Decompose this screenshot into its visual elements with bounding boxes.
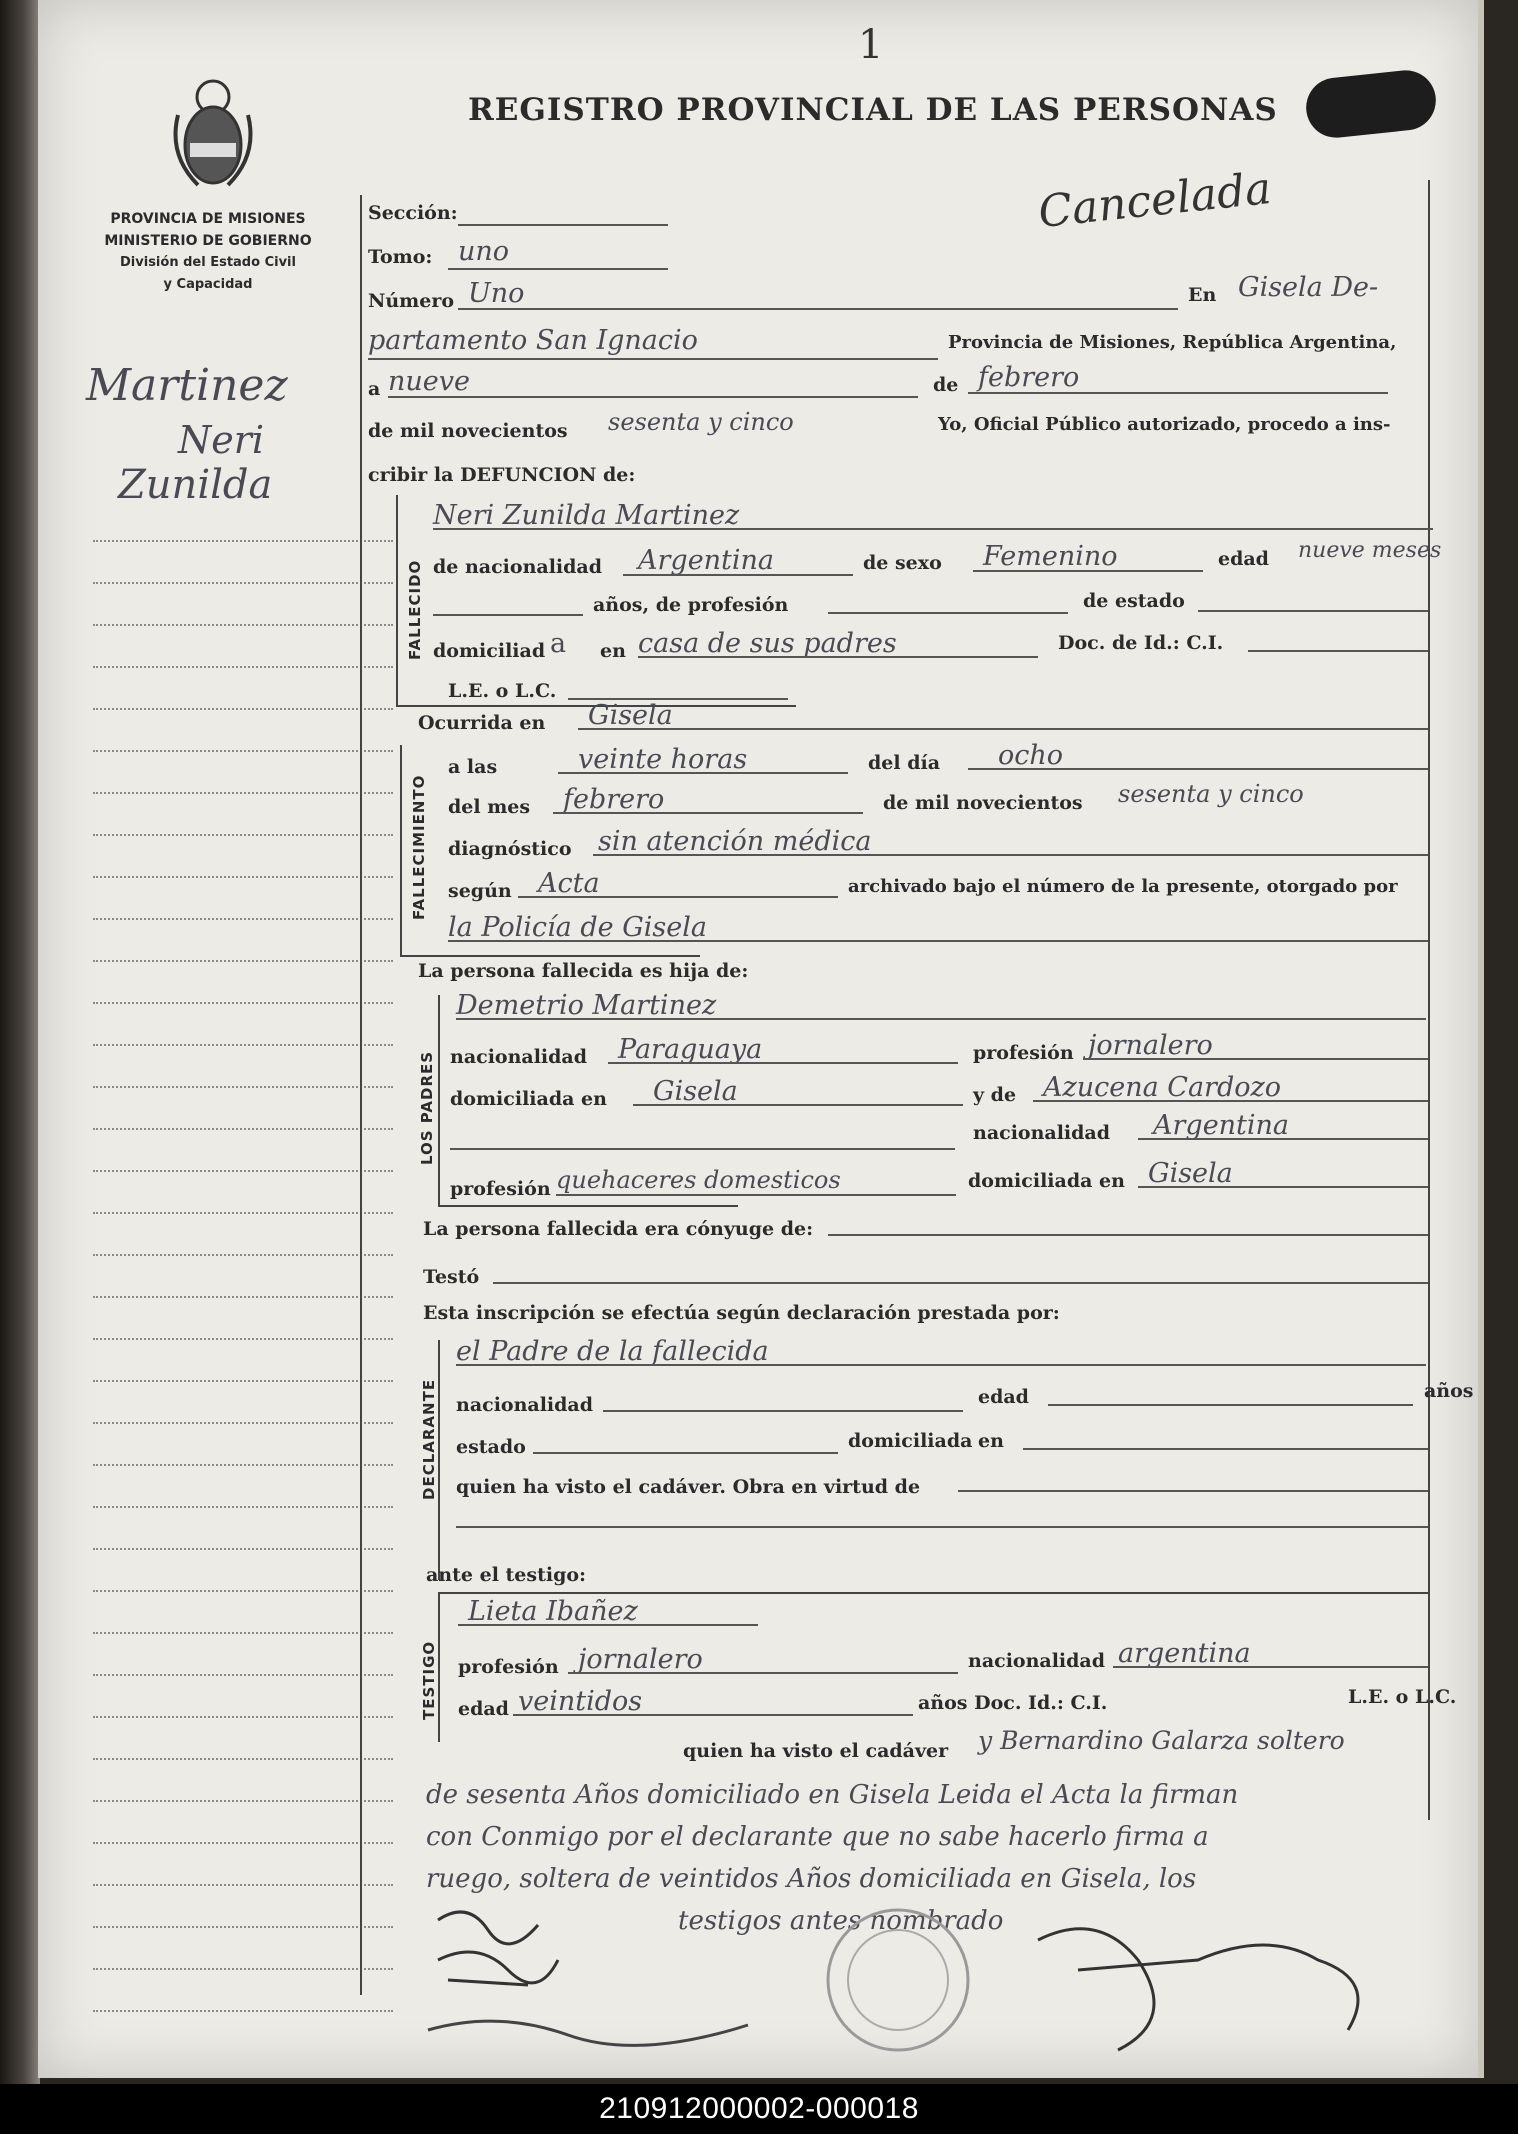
del-dia-line — [968, 768, 1428, 770]
decl-dom-line — [1023, 1448, 1428, 1450]
domicilio-line — [638, 656, 1038, 658]
padre-prof-value: jornalero — [1088, 1030, 1213, 1061]
anos-line — [433, 614, 583, 616]
padre-nac-label: nacionalidad — [450, 1046, 588, 1068]
mes-line — [968, 392, 1388, 394]
cribir-label: cribir la DEFUNCION de: — [368, 464, 636, 486]
closing-line-4: testigos antes nombrado — [678, 1906, 1004, 1936]
diagnostico-label: diagnóstico — [448, 838, 572, 860]
margin-name-2: Zunilda — [118, 462, 273, 508]
domiciliad-suffix: a — [550, 628, 567, 659]
del-dia-value: ocho — [998, 740, 1064, 771]
margin-rule — [93, 666, 393, 668]
margin-rule — [93, 1086, 393, 1088]
margin-rule — [93, 1590, 393, 1592]
a-value: nueve — [388, 366, 470, 397]
margin-rule — [93, 1968, 393, 1970]
margin-rule — [93, 876, 393, 878]
margin-rule — [93, 1632, 393, 1634]
blank-line-2 — [456, 1526, 1428, 1528]
coat-of-arms-icon — [168, 75, 258, 195]
decl-nac-label: nacionalidad — [456, 1394, 594, 1416]
sexo-label: de sexo — [863, 552, 942, 574]
a-las-value: veinte horas — [578, 744, 748, 775]
ink-blot — [1303, 67, 1439, 140]
segun-line — [518, 896, 838, 898]
domicilio-value: casa de sus padres — [638, 628, 897, 659]
margin-rule — [93, 582, 393, 584]
le-lc-label: L.E. o L.C. — [448, 680, 557, 702]
capacity-line: y Capacidad — [163, 277, 253, 292]
deceased-name: Neri Zunilda Martinez — [433, 500, 740, 531]
nac-line — [623, 574, 853, 576]
testigo-doc-label: años Doc. Id.: C.I. — [918, 1692, 1108, 1714]
diagnostico-line — [593, 854, 1428, 856]
testigo-prof-value: jornalero — [578, 1644, 703, 1675]
margin-rule — [93, 834, 393, 836]
padres-label: LOS PADRES — [418, 1050, 436, 1165]
padre-nac-line — [608, 1062, 958, 1064]
margin-rule — [93, 1338, 393, 1340]
document-id-footer: 210912000002-000018 — [0, 2084, 1518, 2134]
testigo-box-top — [438, 1592, 1428, 1594]
del-mes-line — [553, 812, 863, 814]
sexo-value: Femenino — [983, 541, 1118, 572]
en-value: Gisela De- — [1238, 272, 1379, 303]
de-label: de — [933, 374, 959, 396]
blank-line — [450, 1148, 955, 1150]
margin-rule — [93, 792, 393, 794]
doc-id-line — [1248, 650, 1428, 652]
declarante-box — [438, 1340, 440, 1580]
padre-prof-label: profesión — [973, 1042, 1074, 1064]
margin-rule — [93, 1254, 393, 1256]
madre-dom-line — [1138, 1186, 1428, 1188]
margin-rule — [93, 1170, 393, 1172]
issuing-authority — [68, 208, 348, 296]
testo-line — [493, 1282, 1428, 1284]
document-title: REGISTRO PROVINCIAL DE LAS PERSONAS — [468, 92, 1278, 128]
margin-rule — [93, 1716, 393, 1718]
signatures-and-seal — [418, 1900, 1418, 2070]
margin-name-1: Neri — [178, 418, 265, 462]
madre-nac-label: nacionalidad — [973, 1122, 1111, 1144]
margin-rule — [93, 540, 393, 542]
margin-rule — [93, 1464, 393, 1466]
division-line: División del Estado Civil — [120, 255, 296, 270]
del-mes-value: febrero — [563, 784, 665, 815]
ocurrida-line — [578, 728, 1428, 730]
quien-vio2-label: quien ha visto el cadáver — [683, 1740, 949, 1762]
testigo-nac-line — [1113, 1666, 1428, 1668]
closing-line-2: con Conmigo por el declarante que no sabe hacerlo firma a — [426, 1822, 1209, 1852]
madre-name: Azucena Cardozo — [1043, 1072, 1281, 1103]
y-de-label: y de — [973, 1084, 1017, 1106]
margin-rule — [93, 1002, 393, 1004]
madre-nac-value: Argentina — [1153, 1110, 1290, 1141]
padre-prof-line — [1083, 1058, 1428, 1060]
estado-line — [1198, 610, 1428, 612]
en-label-2: en — [600, 640, 626, 662]
conyuge-label: La persona fallecida era cónyuge de: — [423, 1218, 814, 1240]
testigo-box — [438, 1592, 440, 1742]
fallecimiento-box-bottom — [400, 955, 700, 957]
nacionalidad-label: de nacionalidad — [433, 556, 603, 578]
mil-nov-value: sesenta y cinco — [1118, 780, 1304, 808]
edad-value: nueve meses — [1298, 538, 1442, 563]
ante-testigo-label: ante el testigo: — [426, 1564, 587, 1586]
padre-dom-line — [633, 1104, 963, 1106]
mil-nov-label: de mil novecientos — [883, 792, 1083, 814]
margin-rule — [93, 2010, 393, 2012]
madre-dom-label: domiciliada en — [968, 1170, 1125, 1192]
padre-name: Demetrio Martinez — [456, 990, 717, 1021]
madre-prof-value: quehaceres domesticos — [556, 1166, 841, 1194]
en-label: En — [1188, 284, 1217, 306]
testigo-edad-value: veintidos — [518, 1686, 643, 1717]
testigo-edad-label: edad — [458, 1698, 509, 1720]
ministry-line: MINISTERIO DE GOBIERNO — [104, 233, 312, 249]
de-mil-value: sesenta y cinco — [608, 408, 794, 436]
testigo-prof-label: profesión — [458, 1656, 559, 1678]
tomo-line — [448, 268, 668, 270]
margin-rule — [93, 1506, 393, 1508]
name-line — [433, 528, 1433, 530]
margin-rule — [93, 1044, 393, 1046]
margin-rule — [93, 624, 393, 626]
partamento-line — [368, 358, 938, 360]
diagnostico-value: sin atención médica — [598, 826, 872, 857]
obra-line — [958, 1490, 1428, 1492]
provincia-label: Provincia de Misiones, República Argentina, — [948, 332, 1397, 353]
a-las-label: a las — [448, 756, 498, 778]
testigo-line — [458, 1624, 758, 1626]
inscripcion-label: Esta inscripción se efectúa según declaración prestada por: — [423, 1302, 1060, 1324]
testigo-nac-label: nacionalidad — [968, 1650, 1106, 1672]
margin-rule — [93, 1422, 393, 1424]
seccion-line — [458, 224, 668, 226]
testigo-edad-line — [513, 1714, 913, 1716]
margin-rule — [93, 708, 393, 710]
decl-edad-line — [1048, 1404, 1413, 1406]
seccion-label: Sección: — [368, 202, 458, 224]
page-number: 1 — [858, 22, 884, 68]
margin-rule — [93, 1926, 393, 1928]
declarante-line — [456, 1364, 1426, 1366]
margin-rule — [93, 1548, 393, 1550]
right-border — [1428, 180, 1430, 1820]
margin-rule — [93, 1128, 393, 1130]
padres-box-bottom — [438, 1205, 738, 1207]
margin-surname: Martinez — [86, 360, 288, 411]
edad-label: edad — [1218, 548, 1269, 570]
padre-dom-label: domiciliada en — [450, 1088, 607, 1110]
fallecimiento-box — [400, 745, 402, 955]
book-spine — [0, 0, 40, 2100]
testo-label: Testó — [423, 1266, 480, 1288]
margin-rule — [93, 1842, 393, 1844]
anos-profesion-label: años, de profesión — [593, 594, 789, 616]
testigo-le-label: L.E. o L.C. — [1348, 1686, 1457, 1708]
decl-nac-line — [603, 1410, 963, 1412]
ocurrida-value: Gisela — [588, 700, 673, 731]
declarante-label: DECLARANTE — [420, 1378, 438, 1500]
archivado-label: archivado bajo el número de la presente, otorgado por — [848, 876, 1398, 897]
del-dia-label: del día — [868, 752, 941, 774]
margin-rule — [93, 1380, 393, 1382]
cancelled-mark: Cancelada — [1035, 162, 1274, 239]
padre-dom-value: Gisela — [653, 1076, 738, 1107]
decl-estado-line — [533, 1452, 838, 1454]
quien-vio-label: quien ha visto el cadáver. Obra en virtud de — [456, 1476, 921, 1498]
margin-rule — [93, 750, 393, 752]
ocurrida-label: Ocurrida en — [418, 712, 546, 734]
fallecido-label: FALLECIDO — [406, 559, 424, 660]
de-mil-label: de mil novecientos — [368, 420, 568, 442]
decl-estado-label: estado — [456, 1436, 526, 1458]
otorgado-line — [448, 940, 1428, 942]
nacionalidad-value: Argentina — [638, 545, 775, 576]
a-line — [388, 396, 918, 398]
madre-prof-label: profesión — [450, 1178, 551, 1200]
margin-rule — [93, 918, 393, 920]
closing-line-3: ruego, soltera de veintidos Años domiciliada en Gisela, los — [426, 1864, 1197, 1894]
testigo-prof-line — [568, 1672, 958, 1674]
hija-de-label: La persona fallecida es hija de: — [418, 960, 749, 982]
testigo-name: Lieta Ibañez — [468, 1596, 638, 1627]
yo-oficial-label: Yo, Oficial Público autorizado, procedo a ins- — [938, 414, 1391, 435]
sexo-line — [973, 570, 1203, 572]
bernardino-text: y Bernardino Galarza soltero — [978, 1726, 1345, 1755]
margin-rule — [93, 960, 393, 962]
column-divider — [360, 195, 362, 1995]
madre-prof-line — [556, 1194, 956, 1196]
margin-rule — [93, 1674, 393, 1676]
margin-rule — [93, 1884, 393, 1886]
madre-dom-value: Gisela — [1148, 1158, 1233, 1189]
padre-nac-value: Paraguaya — [618, 1034, 763, 1065]
testigo-nac-value: argentina — [1118, 1638, 1251, 1669]
tomo-label: Tomo: — [368, 246, 433, 268]
declarante-value: el Padre de la fallecida — [456, 1336, 769, 1367]
province-line: PROVINCIA DE MISIONES — [110, 211, 306, 227]
segun-value: Acta — [538, 868, 600, 899]
segun-label: según — [448, 880, 512, 902]
doc-id-label: Doc. de Id.: C.I. — [1058, 632, 1224, 654]
otorgado-value: la Policía de Gisela — [448, 912, 707, 943]
mes-value: febrero — [978, 362, 1080, 393]
conyuge-line — [828, 1234, 1428, 1236]
register-page — [38, 0, 1484, 2078]
a-las-line — [558, 772, 848, 774]
profesion-line — [828, 612, 1068, 614]
closing-line-1: de sesenta Años domiciliado en Gisela Leida el Acta la firman — [426, 1780, 1239, 1810]
margin-rule — [93, 1212, 393, 1214]
padres-box — [438, 995, 440, 1205]
a-label: a — [368, 378, 381, 400]
margin-rule — [93, 1296, 393, 1298]
fallecido-box — [396, 495, 398, 705]
numero-label: Número — [368, 290, 455, 312]
del-mes-label: del mes — [448, 796, 531, 818]
fallecimiento-label: FALLECIMIENTO — [410, 774, 428, 920]
decl-anos-label: años — [1424, 1380, 1474, 1402]
padre-line — [456, 1018, 1426, 1020]
testigo-label: TESTIGO — [420, 1640, 438, 1720]
margin-rule — [93, 1758, 393, 1760]
numero-value: Uno — [468, 278, 525, 309]
decl-edad-label: edad — [978, 1386, 1029, 1408]
margin-rule — [93, 1800, 393, 1802]
decl-en-label: en — [978, 1430, 1004, 1452]
numero-line — [458, 308, 1178, 310]
madre-nac-line — [1138, 1138, 1428, 1140]
tomo-value: uno — [458, 236, 510, 267]
domiciliad-label: domiciliad — [433, 640, 546, 662]
decl-dom-label: domiciliada — [848, 1430, 973, 1452]
partamento-value: partamento San Ignacio — [368, 325, 698, 356]
madre-line — [1033, 1100, 1428, 1102]
estado-label: de estado — [1083, 590, 1185, 612]
